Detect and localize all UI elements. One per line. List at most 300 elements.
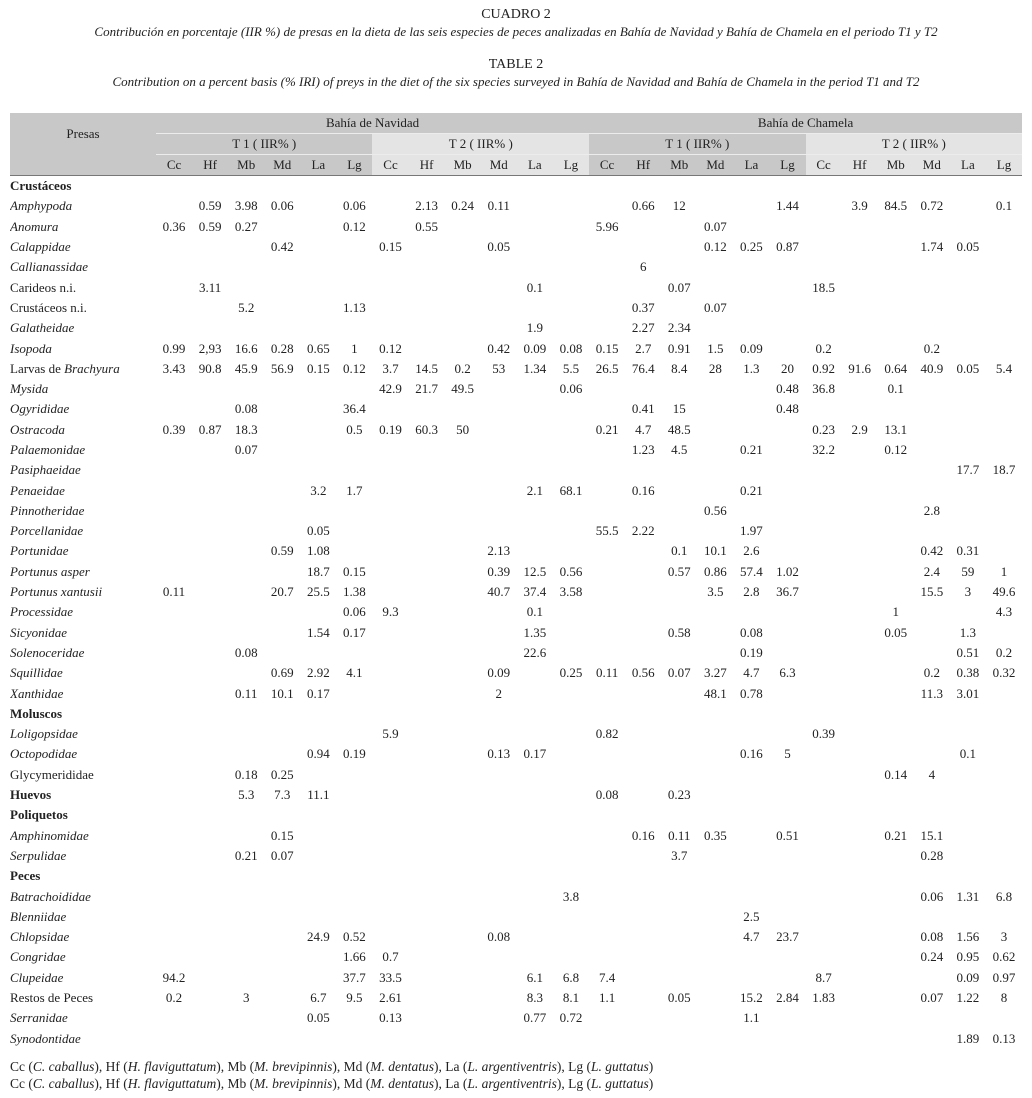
table-cell: 14.5 (415, 360, 438, 376)
row-label: Callianassidae (10, 259, 89, 275)
table-cell (336, 866, 372, 886)
table-cell: 5.9 (382, 726, 399, 742)
table-cell (878, 805, 914, 825)
table-cell: 48.5 (667, 421, 691, 437)
table-cell: 94.2 (162, 969, 186, 985)
table-cell (517, 501, 553, 521)
table-cell: 0.95 (956, 949, 980, 965)
table-cell (156, 399, 192, 419)
table-row (10, 277, 1022, 297)
table-cell (986, 298, 1022, 318)
table-cell (806, 237, 842, 257)
table-cell: 0.07 (703, 218, 727, 234)
table-cell (300, 826, 336, 846)
table-row (10, 643, 1022, 663)
table-cell (697, 440, 733, 460)
table-cell (409, 744, 445, 764)
table-cell (878, 724, 914, 744)
table-cell (300, 440, 336, 460)
table-row (10, 257, 1022, 277)
table-cell (445, 541, 481, 561)
table-cell (228, 562, 264, 582)
table-cell: 0.21 (740, 482, 763, 498)
table-cell (697, 521, 733, 541)
table-cell: 1.56 (956, 929, 980, 945)
table-cell: 0.13 (379, 1010, 402, 1026)
table-row (10, 744, 1022, 764)
table-row (10, 480, 1022, 500)
table-cell (950, 277, 986, 297)
table-cell (697, 866, 733, 886)
table-cell: 0.42 (270, 239, 294, 255)
table-cell (733, 968, 769, 988)
table-cell: 17.7 (956, 462, 980, 478)
table-cell (878, 257, 914, 277)
table-cell (264, 399, 300, 419)
table-cell (481, 866, 517, 886)
table-cell: 0.07 (270, 847, 294, 863)
table-cell: 22.6 (523, 644, 547, 660)
table-cell (517, 846, 553, 866)
table-cell (950, 196, 986, 216)
table-cell: 20 (781, 360, 794, 376)
table-cell: 2.84 (776, 990, 799, 1006)
table-cell: 1.89 (956, 1030, 980, 1046)
table-cell (914, 1008, 950, 1028)
table-cell (769, 420, 805, 440)
table-cell (625, 866, 661, 886)
table-cell (445, 501, 481, 521)
table-cell (409, 176, 445, 197)
table-cell: 0.09 (740, 340, 763, 356)
table-cell (409, 521, 445, 541)
table-cell (769, 846, 805, 866)
table-cell (192, 866, 228, 886)
table-cell (806, 562, 842, 582)
table-cell (986, 765, 1022, 785)
row-label: Serpulidae (10, 847, 67, 863)
table-cell: 1.08 (306, 543, 330, 559)
table-cell (986, 277, 1022, 297)
table-cell (806, 886, 842, 906)
table-cell (264, 501, 300, 521)
table-cell (950, 298, 986, 318)
table-cell (950, 420, 986, 440)
table-cell: 0.07 (703, 299, 727, 315)
table-cell (517, 440, 553, 460)
table-cell: 0.31 (956, 543, 980, 559)
table-cell (553, 176, 589, 197)
table-cell: 0.2 (454, 360, 471, 376)
table-cell (986, 501, 1022, 521)
table-cell (878, 886, 914, 906)
table-cell: 0.07 (920, 990, 944, 1006)
table-cell (192, 480, 228, 500)
table-cell: 2.8 (923, 502, 940, 518)
row-label: Palaemonidae (10, 442, 86, 457)
row-label: Calappidae (10, 239, 71, 255)
table-cell (806, 460, 842, 480)
table-row (10, 968, 1022, 988)
table-cell (517, 379, 553, 399)
table-cell: 76.4 (631, 360, 655, 376)
table-cell (336, 440, 372, 460)
table-cell (481, 1008, 517, 1028)
table-cell (589, 683, 625, 703)
table-cell (589, 501, 625, 521)
table-cell (445, 968, 481, 988)
table-cell (625, 217, 661, 237)
table-cell (300, 947, 336, 967)
table-cell: 90.8 (198, 360, 222, 376)
table-cell: 0.21 (740, 442, 763, 457)
table-cell (264, 318, 300, 338)
header-species-cc: Cc (806, 155, 842, 176)
table-cell (553, 277, 589, 297)
table-cell (481, 623, 517, 643)
table-cell (806, 907, 842, 927)
table-cell (300, 176, 336, 197)
table-cell (733, 947, 769, 967)
table-cell: 0.77 (523, 1010, 547, 1026)
table-cell: 0.25 (559, 665, 583, 681)
table-cell: 0.2 (923, 340, 940, 356)
table-cell (481, 480, 517, 500)
table-cell: 1.31 (956, 888, 980, 904)
table-cell (409, 683, 445, 703)
table-cell (625, 886, 661, 906)
table-row (10, 765, 1022, 785)
table-cell (769, 907, 805, 927)
table-cell (517, 257, 553, 277)
header-site-navidad: Bahía de Navidad (156, 113, 589, 134)
table-cell (842, 826, 878, 846)
table-cell (842, 217, 878, 237)
table-cell (553, 683, 589, 703)
table-cell (409, 724, 445, 744)
table-row (10, 683, 1022, 703)
table-cell (300, 907, 336, 927)
table-cell (769, 257, 805, 277)
table-cell: 26.5 (595, 360, 619, 376)
table-row (10, 501, 1022, 521)
table-cell (697, 765, 733, 785)
table-cell (842, 1008, 878, 1028)
table-cell (661, 460, 697, 480)
table-cell (192, 886, 228, 906)
table-cell (336, 379, 372, 399)
table-cell: 0.1 (526, 604, 543, 620)
table-row (10, 359, 1022, 379)
row-label: Squillidae (10, 665, 63, 681)
table-cell (264, 217, 300, 237)
table-cell (192, 663, 228, 683)
table-cell: 18.7 (306, 563, 330, 579)
table-cell (625, 744, 661, 764)
table-cell (950, 399, 986, 419)
table-cell (156, 602, 192, 622)
table-cell: 0.35 (703, 827, 727, 843)
table-cell (733, 826, 769, 846)
table-cell (409, 826, 445, 846)
table-cell (806, 298, 842, 318)
table-cell (842, 907, 878, 927)
table-cell (228, 602, 264, 622)
table-row (10, 521, 1022, 541)
table-cell (445, 399, 481, 419)
table-cell (806, 196, 842, 216)
table-row (10, 947, 1022, 967)
table-cell (625, 582, 661, 602)
table-cell (878, 643, 914, 663)
row-label: Mysida (10, 381, 49, 397)
table-cell (697, 643, 733, 663)
table-cell (264, 521, 300, 541)
table-cell: 18.7 (992, 462, 1016, 478)
table-cell (733, 805, 769, 825)
row-label: Isopoda (10, 340, 52, 356)
table-cell (228, 257, 264, 277)
table-row (10, 623, 1022, 643)
table-cell: 0.09 (956, 969, 980, 985)
table-cell: 0.23 (667, 787, 691, 803)
table-cell (986, 480, 1022, 500)
table-cell (300, 886, 336, 906)
table-cell: 2.8 (743, 584, 760, 600)
table-cell (264, 562, 300, 582)
row-label: Portunus xantusii (10, 584, 103, 600)
table-cell (950, 826, 986, 846)
row-label: Larvas de Brachyura (10, 360, 120, 376)
table-cell (914, 257, 950, 277)
table-cell (228, 724, 264, 744)
table-cell (553, 643, 589, 663)
table-cell (553, 947, 589, 967)
table-cell (372, 744, 408, 764)
table-cell (878, 785, 914, 805)
table-cell (625, 947, 661, 967)
table-cell (950, 338, 986, 358)
table-cell: 3 (242, 990, 250, 1006)
table-cell (553, 501, 589, 521)
table-cell: 68.1 (559, 482, 583, 498)
table-cell: 84.5 (884, 198, 908, 214)
table-cell (481, 907, 517, 927)
table-cell (156, 785, 192, 805)
table-cell (517, 947, 553, 967)
table-cell (769, 765, 805, 785)
table-cell (806, 704, 842, 724)
table-cell (878, 744, 914, 764)
table-cell (481, 1028, 517, 1048)
table-cell (264, 602, 300, 622)
table-cell (481, 501, 517, 521)
table-cell (697, 602, 733, 622)
table-cell (481, 217, 517, 237)
table-cell (842, 988, 878, 1008)
table-cell (806, 602, 842, 622)
table-cell (336, 907, 372, 927)
table-cell (625, 602, 661, 622)
table-cell: 6.8 (562, 969, 580, 985)
table-cell (914, 399, 950, 419)
row-label: Crustáceos n.i. (10, 299, 87, 315)
table-cell: 0.08 (234, 401, 258, 417)
table-cell (409, 988, 445, 1008)
row-label: Glycymerididae (10, 766, 94, 782)
table-cell (986, 785, 1022, 805)
table-cell (806, 643, 842, 663)
table-cell (481, 277, 517, 297)
table-cell: 7.3 (274, 787, 291, 803)
table-cell: 0.66 (631, 198, 655, 214)
table-cell (553, 907, 589, 927)
table-cell: 0.86 (703, 563, 727, 579)
table-cell: 0.25 (740, 239, 763, 255)
table-cell (842, 521, 878, 541)
table-cell (372, 927, 408, 947)
table-cell: 0.15 (343, 563, 366, 579)
table-cell (372, 501, 408, 521)
table-cell (842, 460, 878, 480)
table-cell (625, 460, 661, 480)
table-cell: 59 (961, 563, 975, 579)
table-cell (156, 379, 192, 399)
table-cell (842, 318, 878, 338)
table-cell (625, 277, 661, 297)
header-period-navidad-t2: T 2 ( IIR% ) (372, 134, 589, 155)
table-cell (878, 217, 914, 237)
table-cell (300, 866, 336, 886)
table-cell (661, 501, 697, 521)
table-cell (769, 1008, 805, 1028)
table-cell (914, 440, 950, 460)
table-cell: 3 (964, 584, 972, 600)
table-cell (842, 663, 878, 683)
table-cell: 0.92 (812, 360, 835, 376)
table-cell (553, 541, 589, 561)
table-cell (589, 440, 625, 460)
table-cell (300, 318, 336, 338)
table-cell (950, 805, 986, 825)
table-cell (192, 298, 228, 318)
table-cell: 1 (892, 604, 899, 620)
table-cell (336, 643, 372, 663)
table-cell (192, 602, 228, 622)
table-cell (517, 826, 553, 846)
table-cell (445, 663, 481, 683)
table-cell (878, 968, 914, 988)
row-label: Congridae (10, 949, 66, 965)
table-cell: 3.9 (851, 198, 868, 214)
table-cell (878, 1008, 914, 1028)
table-cell: 6.7 (310, 990, 327, 1006)
table-cell (878, 501, 914, 521)
header-species-lg: Lg (769, 155, 805, 176)
table-cell (264, 277, 300, 297)
table-cell (625, 379, 661, 399)
table-cell (986, 176, 1022, 197)
table-cell: 0.59 (198, 218, 222, 234)
table-cell (372, 866, 408, 886)
table-cell (589, 866, 625, 886)
table-cell: 0.14 (884, 766, 908, 782)
table-row (10, 562, 1022, 582)
table-cell (733, 602, 769, 622)
table-cell (806, 1028, 842, 1048)
table-cell: 50 (456, 421, 470, 437)
table-cell (264, 643, 300, 663)
table-cell (733, 785, 769, 805)
table-cell (336, 318, 372, 338)
table-cell (553, 602, 589, 622)
table-cell: 2.13 (415, 198, 438, 214)
table-cell (409, 1028, 445, 1048)
header-species-la: La (517, 155, 553, 176)
row-label: Portunus asper (10, 563, 90, 579)
table-cell: 5.96 (595, 218, 619, 234)
table-cell: 0.32 (992, 665, 1016, 681)
table-cell (445, 623, 481, 643)
table-cell: 15.1 (920, 827, 944, 843)
table-cell (192, 724, 228, 744)
table-cell (336, 1008, 372, 1028)
table-cell: 0.72 (920, 198, 944, 214)
table-cell (192, 846, 228, 866)
table-cell (228, 704, 264, 724)
table-cell (806, 663, 842, 683)
table-cell (228, 318, 264, 338)
table-cell (986, 521, 1022, 541)
table-cell (517, 866, 553, 886)
table-cell: 3.01 (956, 685, 980, 701)
table-cell (264, 480, 300, 500)
table-cell: 9.5 (346, 990, 363, 1006)
table-cell: 0.08 (595, 787, 619, 803)
table-cell (589, 846, 625, 866)
table-cell: 1.22 (956, 990, 980, 1006)
table-cell (481, 988, 517, 1008)
row-label: Loligopsidae (10, 726, 78, 742)
table-cell: 2.1 (526, 482, 543, 498)
table-cell (806, 399, 842, 419)
table-cell (878, 947, 914, 967)
table-cell (481, 643, 517, 663)
table-cell: 4 (928, 766, 936, 782)
table-cell (372, 217, 408, 237)
table-cell (733, 217, 769, 237)
row-label: Xanthidae (10, 685, 64, 701)
table-cell (336, 1028, 372, 1048)
header-species-cc: Cc (156, 155, 192, 176)
table-cell (553, 1028, 589, 1048)
table-cell (481, 420, 517, 440)
table-cell (769, 785, 805, 805)
table-cell (878, 1028, 914, 1048)
header-species-cc: Cc (372, 155, 408, 176)
header-presas-spacer (10, 155, 156, 176)
table-cell (445, 1008, 481, 1028)
table-cell (661, 298, 697, 318)
table-cell (661, 217, 697, 237)
table-cell (769, 947, 805, 967)
header-species-hf: Hf (625, 155, 661, 176)
table-cell (445, 704, 481, 724)
table-cell (409, 298, 445, 318)
table-cell (625, 643, 661, 663)
table-cell (409, 623, 445, 643)
table-cell (228, 866, 264, 886)
